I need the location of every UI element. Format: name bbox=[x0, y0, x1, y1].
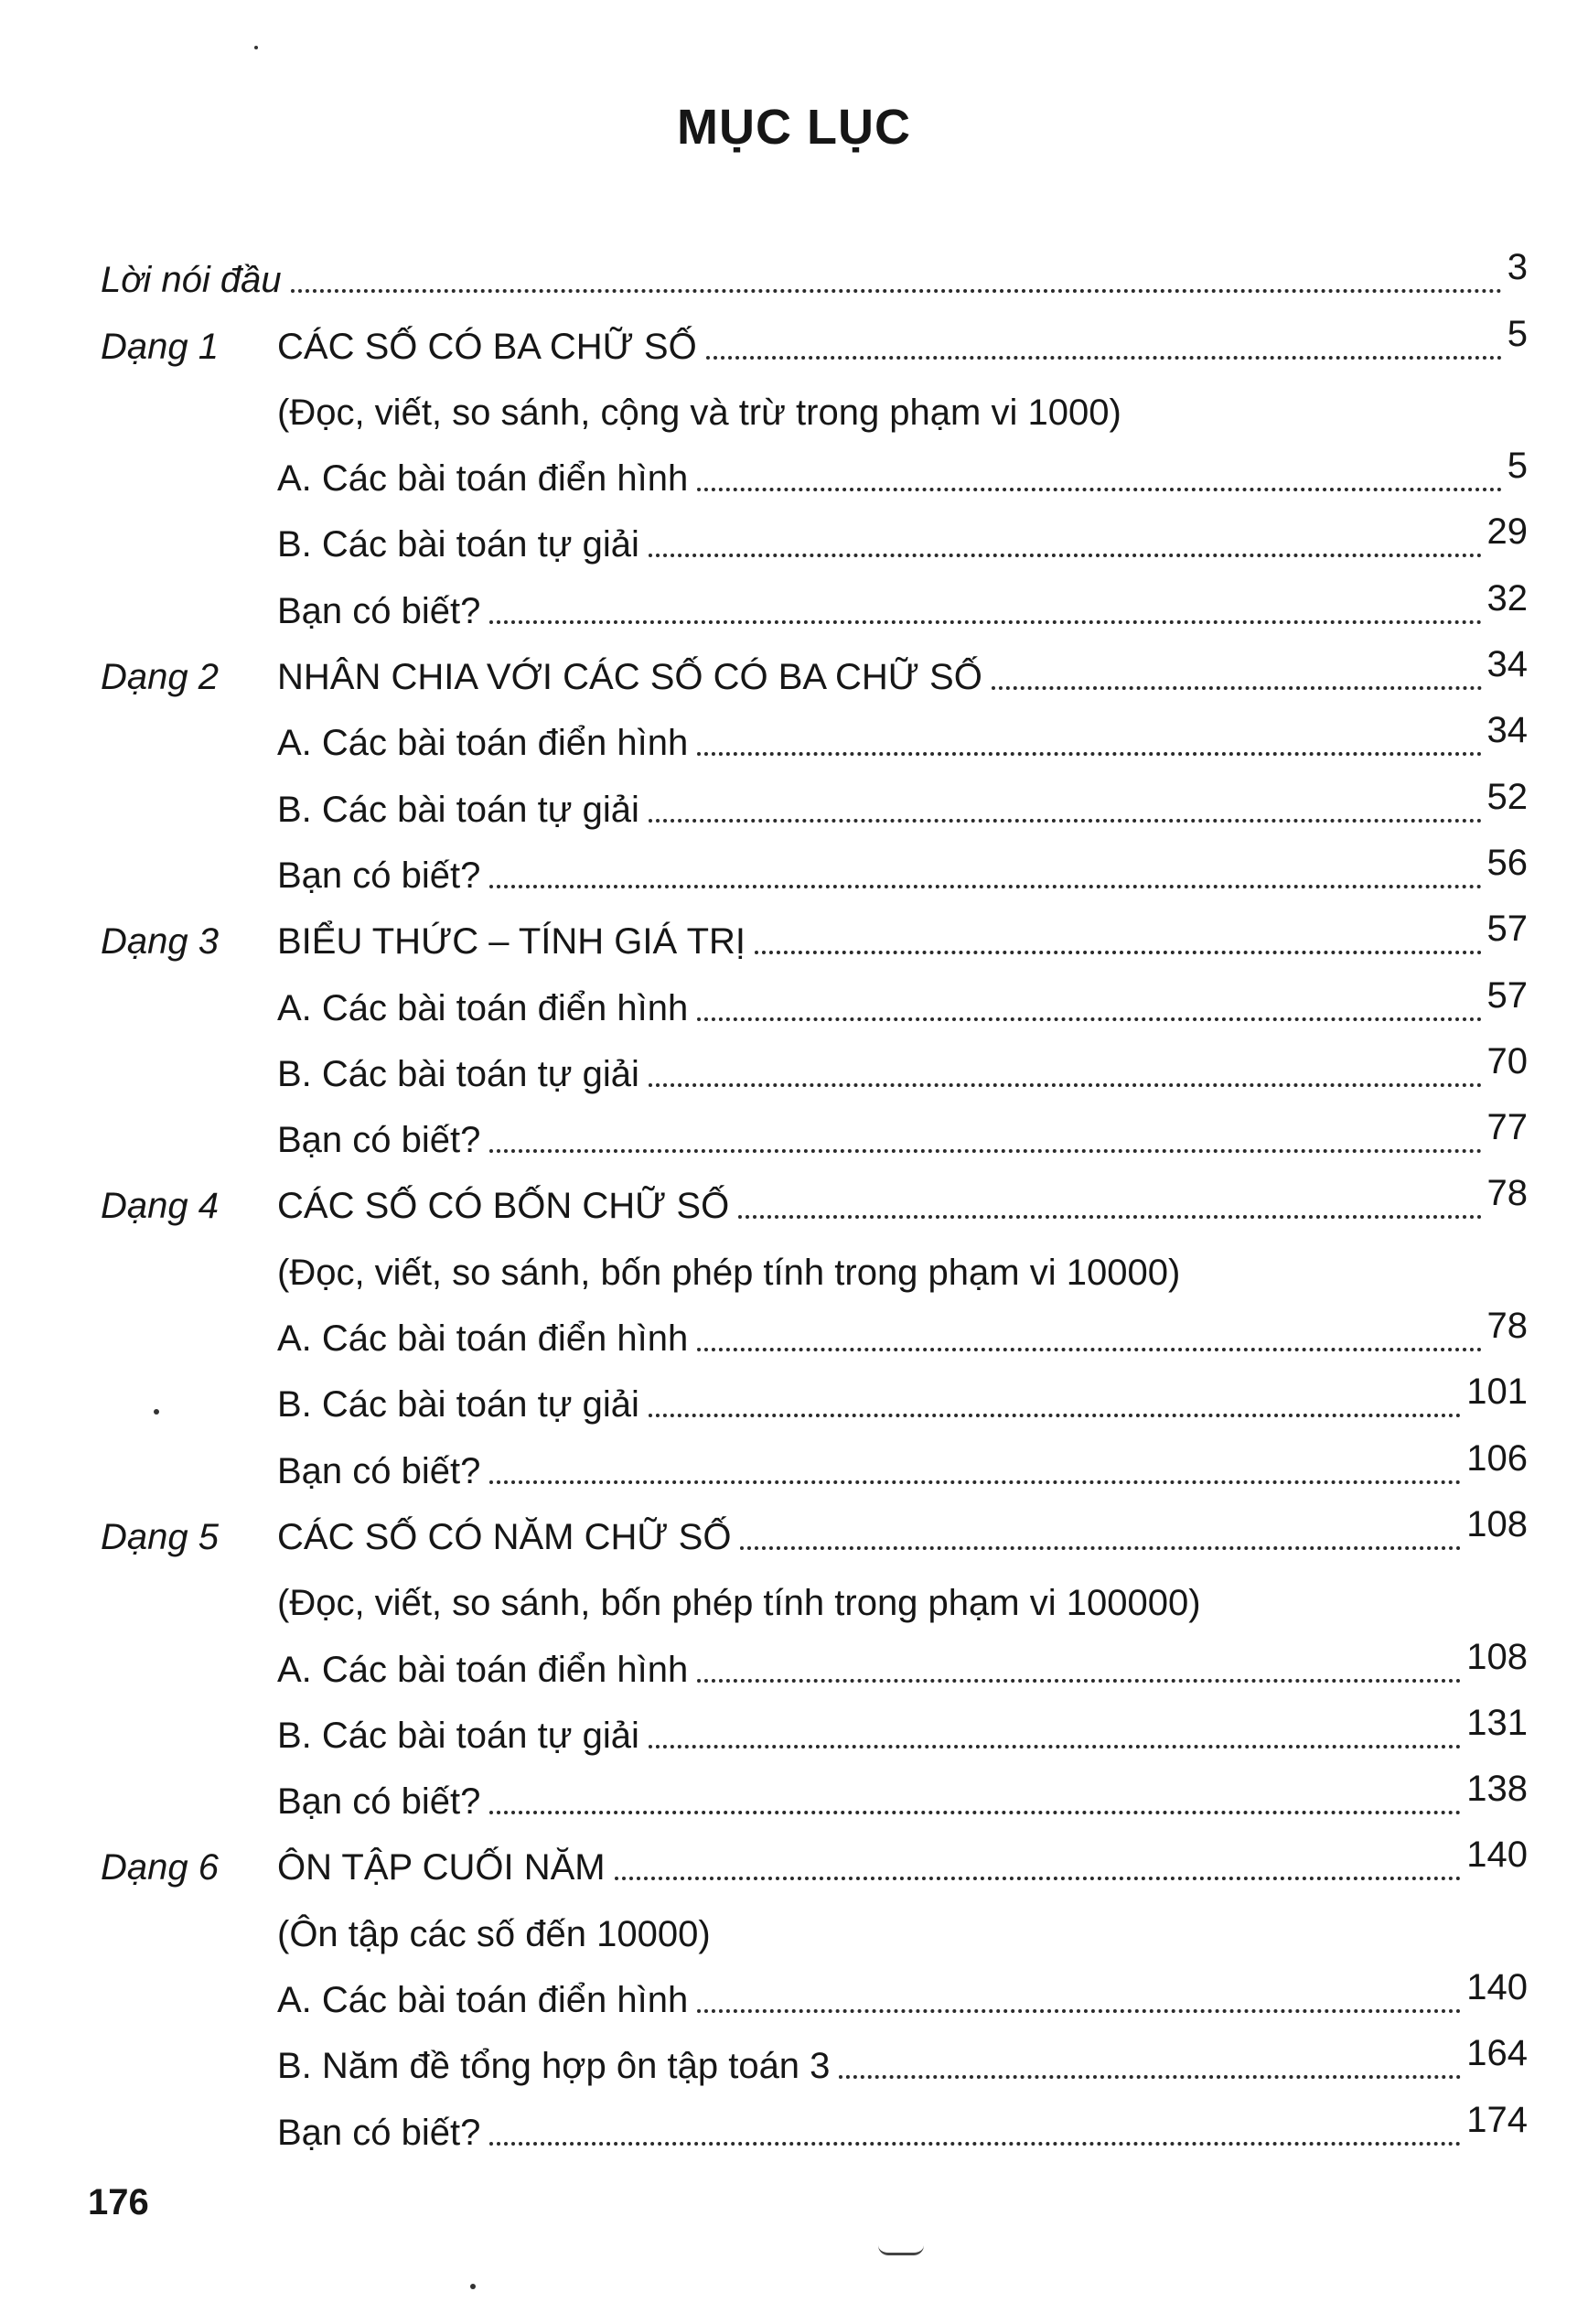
toc-page-number: 131 bbox=[1466, 1702, 1528, 1743]
toc-entry-title: B. Các bài toán tự giải bbox=[277, 789, 639, 830]
scan-speck bbox=[254, 46, 258, 49]
toc-chapter-label: Dạng 6 bbox=[101, 1847, 219, 1888]
toc-entry bbox=[277, 1585, 1528, 1627]
toc-entry-title: Bạn có biết? bbox=[277, 1781, 481, 1823]
toc-section-row bbox=[101, 701, 1528, 767]
dot-leader bbox=[697, 1348, 1481, 1351]
toc-entry bbox=[277, 842, 1528, 899]
toc-entry-title: Bạn có biết? bbox=[277, 2112, 481, 2153]
scan-speck bbox=[154, 1409, 159, 1415]
dot-leader bbox=[649, 1083, 1482, 1087]
toc-page-number: 56 bbox=[1486, 842, 1528, 883]
toc-entry bbox=[277, 1636, 1528, 1694]
page-number: 176 bbox=[88, 2182, 149, 2222]
dot-leader bbox=[738, 1215, 1481, 1219]
toc-section-row bbox=[101, 1627, 1528, 1693]
dot-leader bbox=[697, 1679, 1461, 1683]
toc-section-row bbox=[101, 1296, 1528, 1362]
toc-page-number: 138 bbox=[1466, 1769, 1528, 1810]
dot-leader bbox=[697, 488, 1502, 491]
toc-chapter-row bbox=[101, 1825, 1528, 1891]
toc-page-number: 57 bbox=[1486, 909, 1528, 950]
toc-page-number: 78 bbox=[1486, 1306, 1528, 1347]
toc-page-number: 34 bbox=[1486, 710, 1528, 751]
toc-entry bbox=[277, 446, 1528, 502]
dot-leader bbox=[291, 289, 1502, 293]
toc-entry-title: (Đọc, viết, so sánh, bốn phép tính trong phạm vi 100000) bbox=[277, 1583, 1201, 1624]
toc-note-row bbox=[101, 371, 1528, 436]
toc-chapter-row bbox=[101, 1495, 1528, 1561]
toc-entry bbox=[277, 1702, 1528, 1759]
toc-entry bbox=[277, 1834, 1528, 1891]
toc-entry bbox=[277, 313, 1528, 371]
toc-entry bbox=[277, 1306, 1528, 1362]
toc-page-number: 108 bbox=[1466, 1636, 1528, 1677]
toc-entry-title: A. Các bài toán điển hình bbox=[277, 987, 689, 1028]
toc-page-number: 32 bbox=[1486, 577, 1528, 619]
toc-entry-title: B. Các bài toán tự giải bbox=[277, 1715, 639, 1756]
toc-section-row bbox=[101, 436, 1528, 502]
dot-leader bbox=[755, 951, 1481, 954]
dot-leader bbox=[489, 1811, 1461, 1814]
toc-entry bbox=[277, 644, 1528, 701]
toc-page-number: 140 bbox=[1466, 1834, 1528, 1876]
table-of-contents bbox=[101, 238, 1528, 2157]
dot-leader bbox=[740, 1546, 1461, 1550]
toc-entry-title: A. Các bài toán điển hình bbox=[277, 723, 689, 764]
toc-note-row bbox=[101, 1561, 1528, 1627]
toc-section-row bbox=[101, 1958, 1528, 2024]
toc-chapter-label: Dạng 2 bbox=[101, 657, 219, 698]
toc-entry bbox=[277, 710, 1528, 767]
toc-chapter-label bbox=[101, 2151, 277, 2157]
toc-chapter-row bbox=[101, 899, 1528, 965]
toc-page-number: 108 bbox=[1466, 1503, 1528, 1544]
dot-leader bbox=[706, 356, 1502, 360]
toc-chapter-row bbox=[101, 1164, 1528, 1230]
toc-page-number: 106 bbox=[1466, 1437, 1528, 1479]
toc-entry-title: NHÂN CHIA VỚI CÁC SỐ CÓ BA CHỮ SỐ bbox=[277, 657, 982, 698]
toc-entry-title: (Ôn tập các số đến 10000) bbox=[277, 1913, 711, 1954]
toc-entry-title: A. Các bài toán điển hình bbox=[277, 1649, 689, 1690]
toc-page-number: 29 bbox=[1486, 511, 1528, 553]
toc-section-row bbox=[101, 2024, 1528, 2090]
toc-entry-title: CÁC SỐ CÓ NĂM CHỮ SỐ bbox=[277, 1516, 732, 1557]
toc-page-number: 52 bbox=[1486, 776, 1528, 817]
toc-entry bbox=[277, 1967, 1528, 2024]
toc-entry bbox=[277, 974, 1528, 1032]
toc-note-row bbox=[101, 1891, 1528, 1957]
toc-entry-title: (Đọc, viết, so sánh, bốn phép tính trong phạm vi 10000) bbox=[277, 1252, 1181, 1293]
toc-entry-title: CÁC SỐ CÓ BA CHỮ SỐ bbox=[277, 326, 697, 367]
dot-leader bbox=[697, 752, 1481, 756]
toc-entry bbox=[277, 1769, 1528, 1825]
toc-section-row bbox=[101, 1428, 1528, 1494]
dot-leader bbox=[489, 620, 1481, 624]
toc-page-number: 70 bbox=[1486, 1040, 1528, 1081]
toc-page-number: 5 bbox=[1507, 446, 1528, 487]
toc-section-row bbox=[101, 1032, 1528, 1098]
toc-chapter-label: Dạng 5 bbox=[101, 1516, 219, 1557]
toc-page-number: 34 bbox=[1486, 644, 1528, 685]
dot-leader bbox=[649, 1414, 1461, 1417]
toc-entry bbox=[277, 776, 1528, 834]
toc-entry-title: Lời nói đầu bbox=[101, 260, 282, 301]
toc-chapter-row bbox=[101, 304, 1528, 370]
toc-section-row bbox=[101, 1759, 1528, 1825]
toc-chapter-label: Dạng 4 bbox=[101, 1186, 219, 1227]
toc-page-number: 3 bbox=[1507, 247, 1528, 288]
toc-section-row bbox=[101, 1362, 1528, 1428]
toc-section-row bbox=[101, 767, 1528, 833]
toc-entry bbox=[277, 1913, 1528, 1958]
toc-entry-title: Bạn có biết? bbox=[277, 855, 481, 896]
dot-leader bbox=[839, 2075, 1461, 2079]
toc-chapter-row bbox=[101, 635, 1528, 701]
toc-chapter-label: Dạng 3 bbox=[101, 921, 219, 963]
toc-page-number: 174 bbox=[1466, 2099, 1528, 2140]
dot-leader bbox=[649, 1745, 1461, 1748]
toc-entry bbox=[277, 2033, 1528, 2090]
toc-section-row bbox=[101, 1694, 1528, 1759]
toc-entry-title: Bạn có biết? bbox=[277, 1450, 481, 1491]
scan-speck bbox=[470, 2284, 476, 2289]
toc-entry-title: B. Các bài toán tự giải bbox=[277, 524, 639, 565]
toc-entry-title: (Đọc, viết, so sánh, cộng và trừ trong phạm vi 1000) bbox=[277, 392, 1121, 433]
toc-entry bbox=[277, 909, 1528, 965]
toc-page-number: 140 bbox=[1466, 1967, 1528, 2008]
toc-entry bbox=[101, 247, 1528, 304]
toc-section-row bbox=[101, 834, 1528, 899]
toc-entry-title: CÁC SỐ CÓ BỐN CHỮ SỐ bbox=[277, 1186, 730, 1227]
toc-entry-title: A. Các bài toán điển hình bbox=[277, 458, 689, 500]
toc-entry-title: BIỂU THỨC – TÍNH GIÁ TRỊ bbox=[277, 921, 746, 963]
toc-section-row bbox=[101, 2090, 1528, 2156]
toc-entry bbox=[277, 1254, 1528, 1296]
toc-section-row bbox=[101, 502, 1528, 568]
dot-leader bbox=[489, 885, 1481, 888]
toc-entry bbox=[277, 1372, 1528, 1428]
dot-leader bbox=[697, 1017, 1481, 1021]
toc-entry-title: ÔN TẬP CUỐI NĂM bbox=[277, 1847, 606, 1888]
toc-page-number: 57 bbox=[1486, 974, 1528, 1016]
toc-note-row bbox=[101, 1230, 1528, 1296]
toc-page-number: 78 bbox=[1486, 1173, 1528, 1214]
toc-entry-title: B. Năm đề tổng hợp ôn tập toán 3 bbox=[277, 2046, 831, 2087]
toc-entry bbox=[277, 577, 1528, 635]
toc-section-row bbox=[101, 965, 1528, 1031]
toc-section-row bbox=[101, 568, 1528, 634]
toc-page-number: 77 bbox=[1486, 1107, 1528, 1148]
toc-entry bbox=[277, 511, 1528, 568]
toc-section-row bbox=[101, 1098, 1528, 1164]
toc-page-number: 164 bbox=[1466, 2033, 1528, 2074]
toc-entry-title: B. Các bài toán tự giải bbox=[277, 1384, 639, 1426]
toc-entry bbox=[277, 1173, 1528, 1230]
page-title: MỤC LỤC bbox=[677, 100, 911, 155]
dot-leader bbox=[649, 819, 1482, 823]
toc-entry-title: A. Các bài toán điển hình bbox=[277, 1318, 689, 1360]
toc-entry-title: Bạn có biết? bbox=[277, 590, 481, 631]
toc-entry bbox=[277, 1437, 1528, 1495]
dot-leader bbox=[649, 554, 1482, 557]
dot-leader bbox=[697, 2009, 1461, 2013]
scan-mark bbox=[878, 2245, 924, 2255]
dot-leader bbox=[489, 2142, 1461, 2146]
toc-entry bbox=[277, 1040, 1528, 1098]
toc-page-number: 101 bbox=[1466, 1372, 1528, 1413]
toc-front-row bbox=[101, 238, 1528, 304]
dot-leader bbox=[992, 686, 1482, 690]
toc-entry-title: B. Các bài toán tự giải bbox=[277, 1053, 639, 1094]
dot-leader bbox=[489, 1480, 1461, 1484]
toc-entry bbox=[277, 2099, 1528, 2157]
toc-page-number: 5 bbox=[1507, 313, 1528, 354]
toc-entry bbox=[277, 1107, 1528, 1164]
toc-chapter-label: Dạng 1 bbox=[101, 326, 219, 367]
toc-entry bbox=[277, 394, 1528, 436]
toc-entry-title: A. Các bài toán điển hình bbox=[277, 1980, 689, 2021]
toc-entry bbox=[277, 1503, 1528, 1561]
dot-leader bbox=[489, 1149, 1481, 1153]
dot-leader bbox=[615, 1877, 1462, 1880]
toc-entry-title: Bạn có biết? bbox=[277, 1120, 481, 1161]
